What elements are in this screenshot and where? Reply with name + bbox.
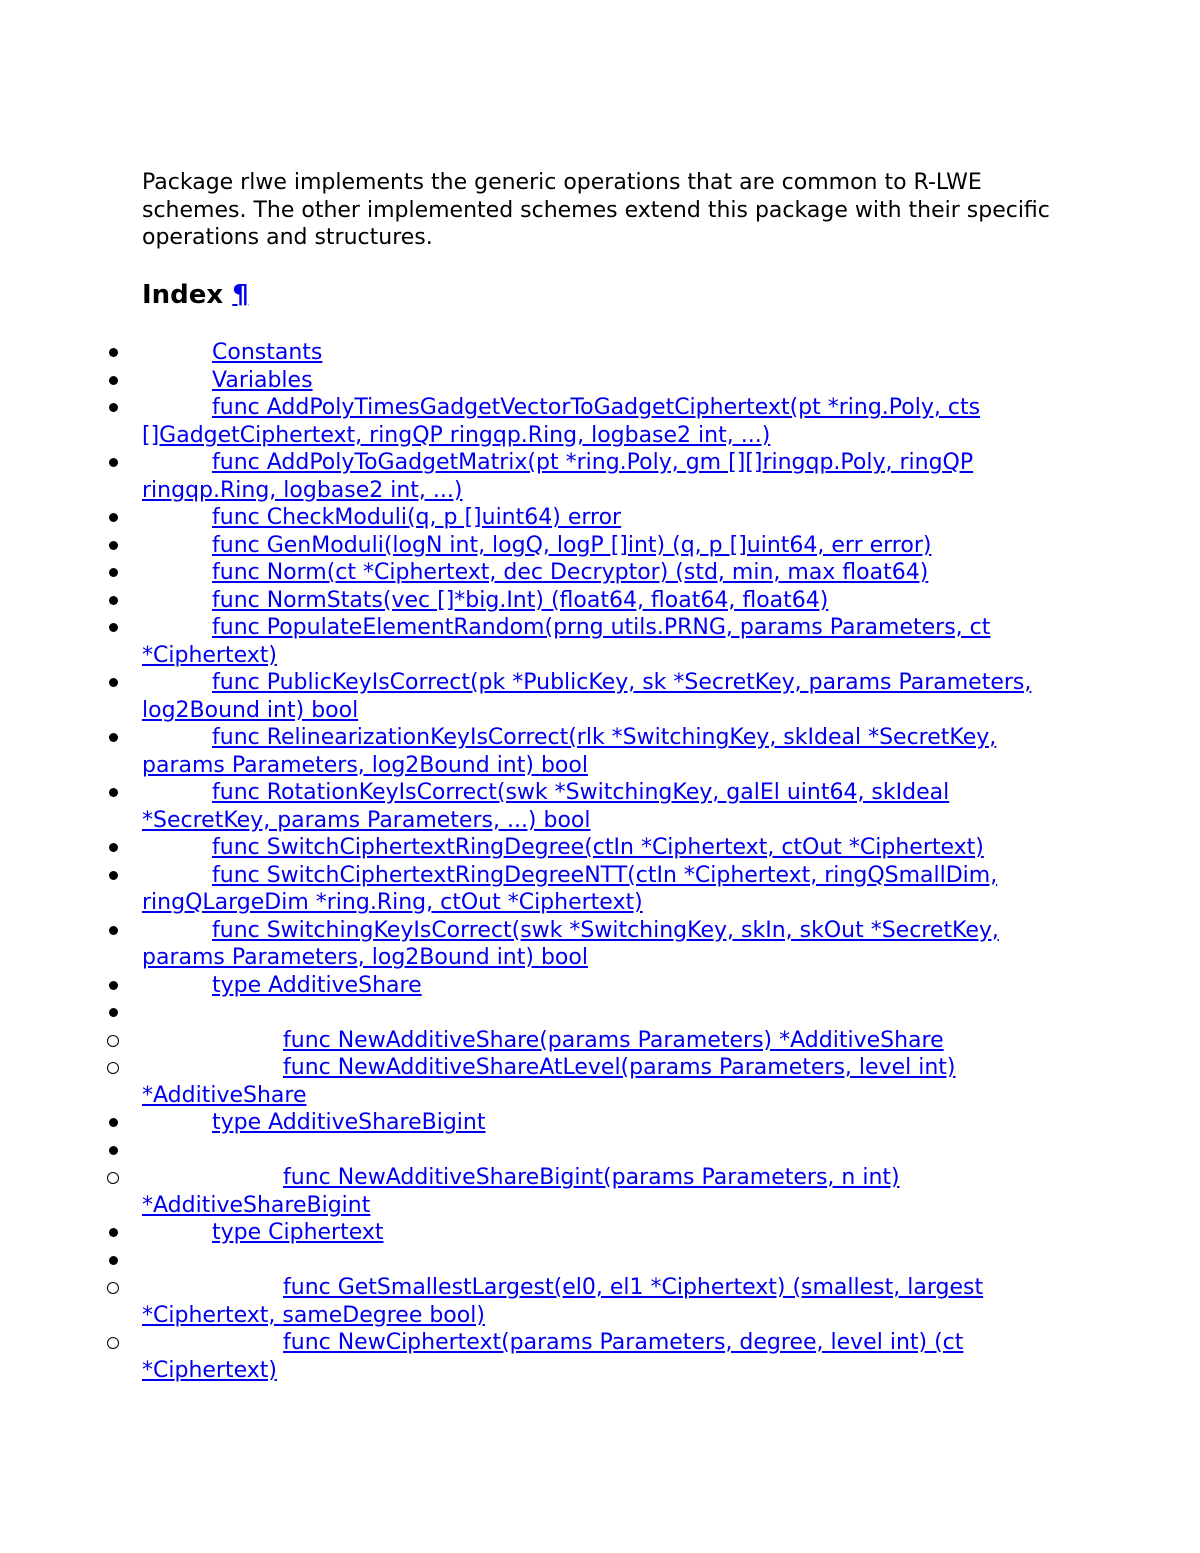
index-item xyxy=(0,1054,1062,1109)
index-link[interactable]: func NewAdditiveShareBigint(params Parameters, n int) *AdditiveShareBigint xyxy=(142,1165,900,1218)
index-item xyxy=(0,532,1062,560)
index-link[interactable]: type Ciphertext xyxy=(212,1220,384,1245)
index-item xyxy=(0,1109,1062,1137)
index-heading xyxy=(142,278,249,312)
index-item xyxy=(0,614,1062,669)
index-item xyxy=(0,724,1062,779)
index-item xyxy=(0,1027,1062,1055)
index-link[interactable]: type AdditiveShareBigint xyxy=(212,1110,486,1135)
index-link[interactable]: func AddPolyToGadgetMatrix(pt *ring.Poly, gm [][]ringqp.Poly, ringQP ringqp.Ring, logbase2 int, ...) xyxy=(142,450,974,503)
index-link[interactable]: func PublicKeyIsCorrect(pk *PublicKey, sk *SecretKey, params Parameters, log2Bound int) bool xyxy=(142,670,1032,723)
index-heading-label: Index xyxy=(142,280,224,310)
index-item xyxy=(0,504,1062,532)
index-item xyxy=(0,972,1062,1000)
index-link[interactable]: func NewAdditiveShareAtLevel(params Parameters, level int) *AdditiveShare xyxy=(142,1055,956,1108)
index-item xyxy=(0,559,1062,587)
index-link[interactable]: func SwitchingKeyIsCorrect(swk *SwitchingKey, skIn, skOut *SecretKey, params Parameters, log2Bound int) bool xyxy=(142,917,999,970)
index-link[interactable]: type AdditiveShare xyxy=(212,972,422,998)
index-item xyxy=(0,669,1062,724)
index-item xyxy=(0,1219,1062,1247)
index-item xyxy=(0,367,1062,395)
index-item xyxy=(0,394,1062,449)
index-item xyxy=(0,449,1062,504)
index-item xyxy=(0,1164,1062,1219)
index-link[interactable]: func SwitchCiphertextRingDegreeNTT(ctIn *Ciphertext, ringQSmallDim, ringQLargeDim *ring.Ring, ctOut *Ciphertext) xyxy=(142,862,998,915)
index-item xyxy=(0,339,1062,367)
index-link[interactable]: func SwitchCiphertextRingDegree(ctIn *Ciphertext, ctOut *Ciphertext) xyxy=(212,835,984,860)
index-link[interactable]: func GetSmallestLargest(el0, el1 *Ciphertext) (smallest, largest *Ciphertext, sameDegree bool) xyxy=(142,1275,984,1328)
index-item xyxy=(0,1247,1062,1275)
index-link[interactable]: func NewAdditiveShare(params Parameters) *AdditiveShare xyxy=(283,1027,944,1053)
index-link[interactable]: func GenModuli(logN int, logQ, logP []int) (q, p []uint64, err error) xyxy=(212,532,932,558)
index-link[interactable]: func NormStats(vec []*big.Int) (float64, float64, float64) xyxy=(212,587,829,613)
index-item xyxy=(0,917,1062,972)
index-item xyxy=(0,862,1062,917)
index-link[interactable]: Constants xyxy=(212,340,323,365)
index-item xyxy=(0,587,1062,615)
index-link[interactable]: func NewCiphertext(params Parameters, degree, level int) (ct *Ciphertext) xyxy=(142,1330,964,1383)
index-link[interactable]: func Norm(ct *Ciphertext, dec Decryptor) (std, min, max float64) xyxy=(212,560,929,585)
package-description: Package rlwe implements the generic operations that are common to R-LWE schemes. The other implemented schemes extend this package with their specific operations and structures. xyxy=(142,170,1050,250)
index-list xyxy=(0,339,1200,1384)
index-item xyxy=(0,834,1062,862)
index-anchor-link[interactable]: ¶ xyxy=(232,280,249,310)
index-item xyxy=(0,999,1062,1027)
index-item xyxy=(0,1137,1062,1165)
index-link[interactable]: func RelinearizationKeyIsCorrect(rlk *SwitchingKey, skIdeal *SecretKey, params Parameters, log2Bound int) bool xyxy=(142,725,997,778)
index-link[interactable]: func PopulateElementRandom(prng utils.PRNG, params Parameters, ct *Ciphertext) xyxy=(142,615,991,668)
index-item xyxy=(0,1274,1062,1329)
index-link[interactable]: func AddPolyTimesGadgetVectorToGadgetCiphertext(pt *ring.Poly, cts []GadgetCiphertext, ringQP ringqp.Ring, logbase2 int, ...) xyxy=(142,395,981,448)
index-link[interactable]: func CheckModuli(q, p []uint64) error xyxy=(212,505,622,530)
index-item xyxy=(0,1329,1062,1384)
index-item xyxy=(0,779,1062,834)
index-link[interactable]: Variables xyxy=(212,367,313,393)
index-link[interactable]: func RotationKeyIsCorrect(swk *SwitchingKey, galEl uint64, skIdeal *SecretKey, params Parameters, ...) bool xyxy=(142,780,950,833)
